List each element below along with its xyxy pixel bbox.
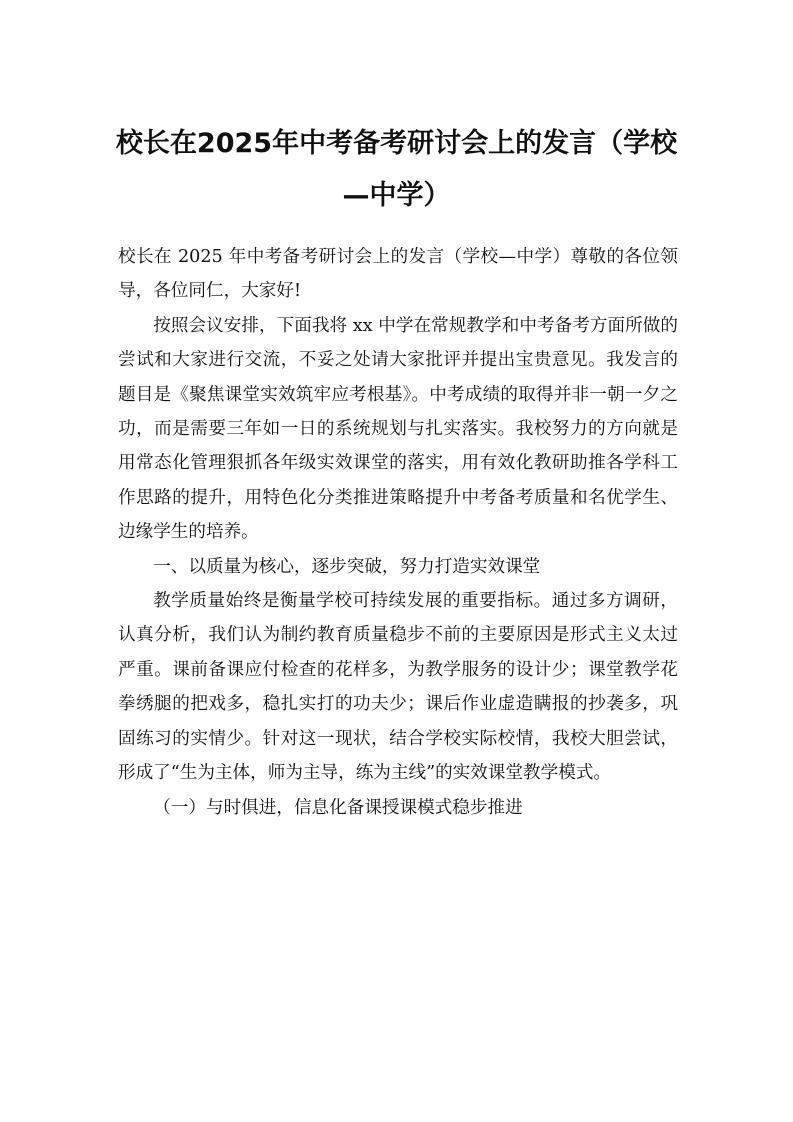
opening-paragraph: 校长在 2025 年中考备考研讨会上的发言（学校—中学）尊敬的各位领导，各位同仁，大家好! — [118, 247, 678, 302]
section-heading-1: 一、以质量为核心，逐步突破，努力打造实效课堂 — [153, 556, 541, 577]
document-body — [118, 240, 678, 825]
intro-paragraph: 按照会议安排，下面我将 xx 中学在常规教学和中考备考方面所做的尝试和大家进行交流，不妥之处请大家批评并提出宝贵意见。我发言的题目是《聚焦课堂实效筑牢应考根基》。中考成绩的取得并非一朝一夕之功，而是需要三年如一日的系统规划与扎实落实。我校努力的方向就是用常态化管理狠抓各年级实效课堂的落实，用有效化教研助推各学科工作思路的提升，用特色化分类推进策略提升中考备考质量和名优学生、边缘学生的培养。 — [118, 315, 678, 543]
section-1-paragraph: 教学质量始终是衡量学校可持续发展的重要指标。通过多方调研，认真分析，我们认为制约教育质量稳步不前的主要原因是形式主义太过严重。课前备课应付检查的花样多，为教学服务的设计少；课堂教学花拳绣腿的把戏多，稳扎实打的功夫少；课后作业虚造瞒报的抄袭多，巩固练习的实情少。针对这一现状，结合学校实际校情，我校大胆尝试，形成了“生为主体，师为主导，练为主线”的实效课堂教学模式。 — [118, 591, 678, 784]
document-title: 校长在2025年中考备考研讨会上的发言（学校—中学） — [115, 128, 678, 211]
subsection-heading-1: （一）与时俱进，信息化备课授课模式稳步推进 — [153, 797, 523, 818]
